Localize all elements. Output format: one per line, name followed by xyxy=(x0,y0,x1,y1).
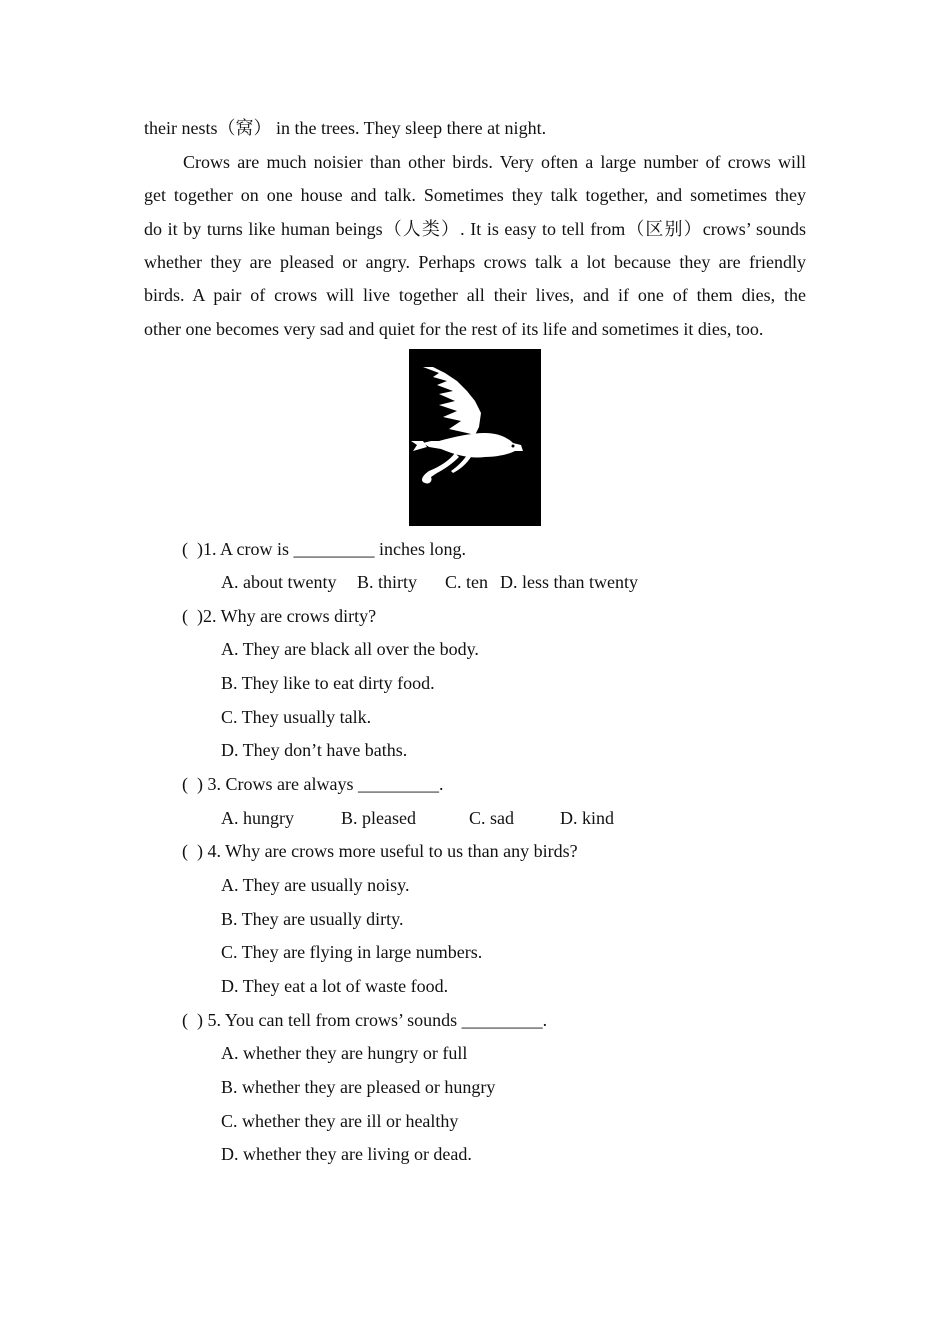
question-3-option-c: C. sad xyxy=(469,808,514,828)
question-2-option-a: A. They are black all over the body. xyxy=(221,639,479,659)
question-3-option-d: D. kind xyxy=(560,808,614,828)
question-1-stem: ( )1. A crow is _________ inches long. xyxy=(182,539,466,559)
question-5-option-c: C. whether they are ill or healthy xyxy=(221,1111,459,1131)
question-2-option-c: C. They usually talk. xyxy=(221,707,372,727)
question-4-stem: ( ) 4. Why are crows more useful to us than any birds? xyxy=(182,841,578,861)
bird-illustration xyxy=(409,349,541,526)
question-4-option-a: A. They are usually noisy. xyxy=(221,875,410,895)
question-5-stem: ( ) 5. You can tell from crows’ sounds _________. xyxy=(182,1010,548,1030)
question-3-stem: ( ) 3. Crows are always _________. xyxy=(182,774,444,794)
passage-line-3: do it by turns like human beings（人类）. It is easy to tell from（区别）crows’ sounds xyxy=(144,219,806,239)
passage-line-6: other one becomes very sad and quiet for the rest of its life and sometimes it dies, too. xyxy=(144,319,764,339)
question-4-option-b: B. They are usually dirty. xyxy=(221,909,404,929)
question-2-option-b: B. They like to eat dirty food. xyxy=(221,673,435,693)
passage-line-2: get together on one house and talk. Sometimes they talk together, and sometimes they xyxy=(144,185,806,205)
question-1-option-c: C. ten xyxy=(445,572,488,592)
passage-line-1: Crows are much noisier than other birds. Very often a large number of crows will xyxy=(183,152,806,172)
question-2-stem: ( )2. Why are crows dirty? xyxy=(182,606,377,626)
question-5-option-b: B. whether they are pleased or hungry xyxy=(221,1077,496,1097)
question-1-option-d: D. less than twenty xyxy=(500,572,638,592)
passage-line-4: whether they are pleased or angry. Perhaps crows talk a lot because they are friendly xyxy=(144,252,806,272)
question-4-option-d: D. They eat a lot of waste food. xyxy=(221,976,449,996)
flying-bird-icon xyxy=(409,349,541,526)
question-5-option-d: D. whether they are living or dead. xyxy=(221,1144,472,1164)
question-1-option-a: A. about twenty xyxy=(221,572,337,592)
question-1-option-b: B. thirty xyxy=(357,572,418,592)
question-3-option-a: A. hungry xyxy=(221,808,294,828)
passage-line-0: their nests（窝） in the trees. They sleep there at night. xyxy=(144,118,547,138)
question-2-option-d: D. They don’t have baths. xyxy=(221,740,408,760)
question-4-option-c: C. They are flying in large numbers. xyxy=(221,942,483,962)
question-3-option-b: B. pleased xyxy=(341,808,416,828)
passage-line-5: birds. A pair of crows will live together all their lives, and if one of them dies, the xyxy=(144,285,806,305)
question-5-option-a: A. whether they are hungry or full xyxy=(221,1043,468,1063)
